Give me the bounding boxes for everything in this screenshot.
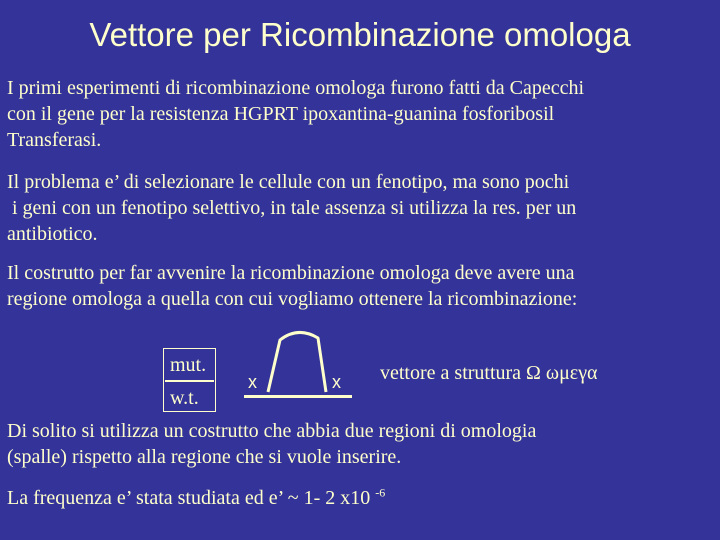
omega-loop-icon	[0, 320, 720, 420]
paragraph-line: (spalle) rispetto alla regione che si vuole inserire.	[7, 446, 402, 468]
wild-type-allele-label: w.t.	[170, 387, 199, 409]
omega-vector-diagram	[0, 320, 720, 420]
paragraph-line: I primi esperimenti di ricombinazione omologa furono fatti da Capecchi	[7, 77, 585, 99]
paragraph-line: Transferasi.	[7, 129, 102, 151]
paragraph-construct	[7, 260, 713, 312]
slide-title: Vettore per Ricombinazione omologa	[89, 16, 631, 53]
paragraph-capecchi	[7, 75, 713, 153]
paragraph-homology-arms	[7, 418, 713, 470]
paragraph-line: Di solito si utilizza un costrutto che abbia due regioni di omologia	[7, 420, 537, 442]
frequency-exponent: -6	[375, 485, 386, 500]
paragraph-selection-problem	[7, 169, 713, 247]
crossover-mark-left: x	[248, 372, 257, 392]
vector-caption: vettore a struttura Ω ωμεγα	[380, 362, 598, 384]
crossover-mark-right: x	[332, 372, 341, 392]
paragraph-line: regione omologa a quella con cui vogliamo ottenere la ricombinazione:	[7, 288, 578, 310]
paragraph-frequency	[7, 485, 713, 511]
paragraph-line: i geni con un fenotipo selettivo, in tale assenza si utilizza la res. per un	[7, 197, 577, 219]
paragraph-line	[7, 485, 713, 511]
paragraph-line: Il costrutto per far avvenire la ricombinazione omologa deve avere una	[7, 262, 575, 284]
paragraph-line: Il problema e’ di selezionare le cellule con un fenotipo, ma sono pochi	[7, 171, 570, 193]
paragraph-line: con il gene per la resistenza HGPRT ipoxantina-guanina fosforibosil	[7, 103, 555, 125]
paragraph-line: antibiotico.	[7, 223, 98, 245]
frequency-text: La frequenza e’ stata studiata ed e’ ~ 1- 2 x10	[7, 487, 376, 509]
mutant-allele-label: mut.	[170, 354, 207, 376]
